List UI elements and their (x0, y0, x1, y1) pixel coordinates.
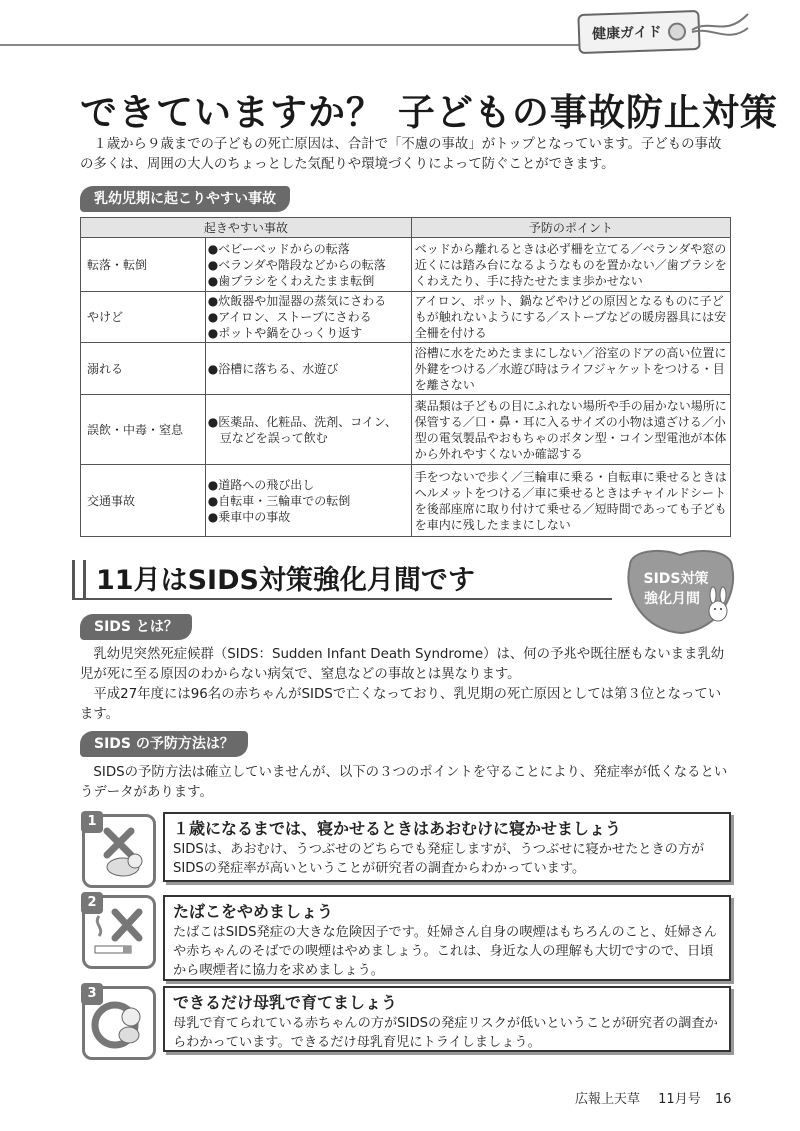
accident-item: 豆などを誤って飲む (207, 430, 328, 445)
accident-category: 交通事故 (81, 465, 206, 537)
point-3-box (163, 986, 731, 1052)
point-1-box (163, 812, 731, 882)
prevention-text: 手をつないで歩く／三輪車に乗る・自転車に乗せるときはヘルメットをつける／車に乗せるときはチャイルドシートを後部座席に取り付けて乗せる／短時間であっても子どもを車内に残したままにしない (411, 465, 730, 537)
prevention-text: 浴槽に水をためたままにしない／浴室のドアの高い位置に外鍵をつける／水遊び時はライフジャケットをつける・目を離さない (411, 343, 730, 395)
point-1-number: 1 (81, 811, 103, 833)
page-title: できていますか？ 子どもの事故防止対策 (80, 91, 778, 134)
point-3-body: 母乳で育てられている赤ちゃんの方がSIDSの発症リスクが低いということが研究者の調査からわかっています。できるだけ母乳育児にトライしましょう。 (173, 1016, 718, 1050)
point-3-title: できるだけ母乳で育てましょう (173, 993, 398, 1012)
table-row (81, 465, 731, 537)
accident-list (205, 465, 411, 537)
table-row (81, 292, 731, 343)
sids-what-paragraph-1: 乳幼児突然死症候群（SIDS：Sudden Infant Death Syndrome）は、何の予兆や既往歴もないまま乳幼児が死に至る原因のわからない病気で、窒息などの事故とは異なります。 (80, 647, 725, 682)
sids-section-heading (72, 558, 612, 600)
health-guide-label: 健康ガイド (591, 24, 662, 43)
point-3-icon (82, 986, 156, 1060)
prevention-text: アイロン、ポット、鍋などやけどの原因となるものに子どもが触れないようにする／ストーブなどの暖房器具には安全柵を付ける (411, 292, 730, 343)
accident-item: ●浴槽に落ちる、水遊び (207, 361, 339, 376)
point-2-body: たばこはSIDS発症の大きな危険因子です。妊婦さん自身の喫煙はもちろんのこと、妊婦さんや赤ちゃんのそばでの喫煙はやめましょう。これは、身近な人の理解も大切ですので、日頃から喫煙者に協力を求めましょう。 (173, 925, 718, 978)
intro-paragraph: １歳から９歳までの子どもの死亡原因は、合計で「不慮の事故」がトップとなっています。子どもの事故の多くは、周囲の大人のちょっとした気配りや環境づくりによって防ぐことができます。 (80, 137, 722, 172)
accident-list (205, 292, 411, 343)
point-2-box (163, 895, 731, 981)
col-prevention-header: 予防のポイント (411, 218, 730, 238)
prevention-text: 薬品類は子どもの目にふれない場所や手の届かない場所に保管する／口・鼻・耳に入るサイズの小物は遠ざける／小型の電気製品やおもちゃのボタン型・コイン型電池が本体から外れやすくないか確認する (411, 395, 730, 465)
heading-bars-icon (72, 560, 86, 598)
accident-category: やけど (81, 292, 206, 343)
point-3-number: 3 (81, 983, 103, 1005)
table-row (81, 395, 731, 465)
accident-item: ●道路への飛び出し (207, 477, 315, 492)
accident-item: ●乗車中の事故 (207, 509, 291, 524)
health-guide-tag (577, 10, 700, 54)
accidents-table-body (81, 238, 731, 537)
accident-item: ●歯ブラシをくわえたまま転倒 (207, 273, 375, 288)
accident-item: ●自転車・三輪車での転倒 (207, 493, 351, 508)
accident-category: 誤飲・中毒・窒息 (81, 395, 206, 465)
sids-what-paragraph-2: 平成27年度には96名の赤ちゃんがSIDSで亡くなっており、乳児期の死亡原因としては第３位となっています。 (80, 687, 722, 722)
accident-category: 溺れる (81, 343, 206, 395)
point-1-title: １歳になるまでは、寝かせるときはあおむけに寝かせましょう (173, 819, 622, 838)
accidents-section-label: 乳幼児期に起こりやすい事故 (80, 186, 290, 212)
accident-item: ●アイロン、ストーブにさわる (207, 310, 372, 324)
sids-prevent-label: SIDS の予防方法は？ (80, 731, 248, 757)
table-header-row (81, 218, 731, 238)
prevention-text: ベッドから離れるときは必ず柵を立てる／ベランダや窓の近くには踏み台になるようなものを置かない／歯ブラシをくわえたり、手に持たせたまま歩かせない (411, 238, 730, 292)
accident-item: ●ベビーベッドからの転落 (207, 241, 350, 256)
page-footer (575, 1088, 731, 1107)
footer-publication: 広報上天草 (575, 1092, 641, 1107)
footer-page-number: 16 (714, 1092, 732, 1107)
accident-item: ●ポットや鍋をひっくり返す (207, 326, 363, 340)
point-1-body: SIDSは、あおむけ、うつぶせのどちらでも発症しますが、うつぶせに寝かせたときの方がSIDSの発症率が高いということが研究者の調査からわかっています。 (173, 842, 705, 876)
col-accident-header: 起きやすい事故 (81, 218, 412, 238)
badge-line2: 強化月間 (644, 591, 700, 607)
accident-list (205, 395, 411, 465)
accident-list (205, 343, 411, 395)
point-2-number: 2 (81, 892, 103, 914)
accident-item: ●医薬品、化粧品、洗剤、コイン、 (207, 414, 397, 429)
sids-what-label: SIDS とは？ (80, 614, 192, 640)
badge-line1: SIDS対策 (643, 571, 709, 587)
point-2-title: たばこをやめましょう (173, 902, 334, 921)
table-row (81, 238, 731, 292)
accident-category: 転落・転倒 (81, 238, 206, 292)
accident-item: ●ベランダや階段などからの転落 (207, 257, 386, 272)
point-2-icon (82, 895, 156, 969)
point-1-icon (82, 814, 156, 888)
accident-list (205, 238, 411, 292)
sids-prevent-paragraph: SIDSの予防方法は確立していませんが、以下の３つのポイントを守ることにより、発症率が低くなるというデータがあります。 (80, 765, 728, 800)
tag-hole-icon (668, 22, 687, 41)
header-rule (0, 44, 640, 46)
sids-heading-text: 11月はSIDS対策強化月間です (96, 565, 475, 596)
table-row (81, 343, 731, 395)
accident-item: ●炊飯器や加湿器の蒸気にさわる (207, 294, 387, 308)
sids-month-badge (620, 545, 740, 635)
tag-string-icon (690, 8, 750, 48)
footer-issue: 11月号 (658, 1092, 701, 1107)
accidents-table (80, 217, 731, 537)
